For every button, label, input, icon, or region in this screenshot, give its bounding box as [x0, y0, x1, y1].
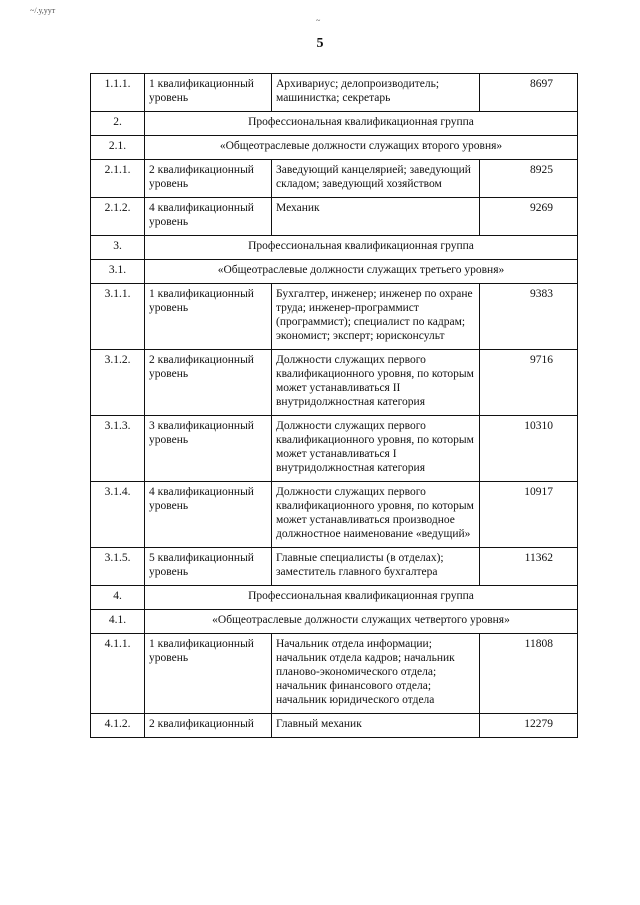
position-names: Главный механик: [272, 714, 480, 738]
group-title: Профессиональная квалификационная группа: [145, 112, 578, 136]
group-title: Профессиональная квалификационная группа: [145, 236, 578, 260]
salary-value: 9383: [480, 284, 578, 350]
table-row: [91, 160, 578, 198]
position-names: Главные специалисты (в отделах); заместитель главного бухгалтера: [272, 548, 480, 586]
table-row: [91, 416, 578, 482]
qualification-level: 1 квалификационный уровень: [145, 634, 272, 714]
position-names: Заведующий канцелярией; заведующий складом; заведующий хозяйством: [272, 160, 480, 198]
position-names: Должности служащих первого квалификационного уровня, по которым может устанавливаться I внутридолжностная категория: [272, 416, 480, 482]
corner-mark: ~/.у,уут: [30, 6, 56, 15]
row-number: 2.: [91, 112, 145, 136]
group-title: Профессиональная квалификационная группа: [145, 586, 578, 610]
salary-table: [90, 73, 578, 738]
salary-value: 8925: [480, 160, 578, 198]
page-number: 5: [316, 36, 324, 51]
row-number: 2.1.1.: [91, 160, 145, 198]
salary-value: 11808: [480, 634, 578, 714]
table-row: [91, 350, 578, 416]
group-title: «Общеотраслевые должности служащих второго уровня»: [145, 136, 578, 160]
row-number: 3.1.: [91, 260, 145, 284]
salary-value: 9716: [480, 350, 578, 416]
group-header-row: [91, 112, 578, 136]
salary-value: 12279: [480, 714, 578, 738]
salary-value: 10917: [480, 482, 578, 548]
qualification-level: 4 квалификационный уровень: [145, 198, 272, 236]
row-number: 3.1.1.: [91, 284, 145, 350]
row-number: 3.1.5.: [91, 548, 145, 586]
row-number: 3.1.3.: [91, 416, 145, 482]
row-number: 3.1.2.: [91, 350, 145, 416]
row-number: 4.1.2.: [91, 714, 145, 738]
row-number: 3.1.4.: [91, 482, 145, 548]
group-header-row: [91, 610, 578, 634]
group-header-row: [91, 586, 578, 610]
position-names: Механик: [272, 198, 480, 236]
table-row: [91, 714, 578, 738]
salary-table-body: [91, 74, 578, 738]
qualification-level: 2 квалификационный уровень: [145, 160, 272, 198]
table-row: [91, 548, 578, 586]
qualification-level: 3 квалификационный уровень: [145, 416, 272, 482]
group-title: «Общеотраслевые должности служащих четвертого уровня»: [145, 610, 578, 634]
salary-value: 8697: [480, 74, 578, 112]
group-header-row: [91, 260, 578, 284]
row-number: 4.: [91, 586, 145, 610]
position-names: Архивариус; делопроизводитель; машинистка; секретарь: [272, 74, 480, 112]
table-row: [91, 198, 578, 236]
qualification-level: 2 квалификационный уровень: [145, 350, 272, 416]
table-row: [91, 74, 578, 112]
group-header-row: [91, 236, 578, 260]
table-row: [91, 634, 578, 714]
qualification-level: 2 квалификационный: [145, 714, 272, 738]
position-names: Начальник отдела информации; начальник отдела кадров; начальник планово-экономического отдела; начальник финансового отдела; начальник юридического отдела: [272, 634, 480, 714]
row-number: 4.1.1.: [91, 634, 145, 714]
group-header-row: [91, 136, 578, 160]
qualification-level: 1 квалификационный уровень: [145, 284, 272, 350]
salary-value: 10310: [480, 416, 578, 482]
row-number: 1.1.1.: [91, 74, 145, 112]
qualification-level: 5 квалификационный уровень: [145, 548, 272, 586]
position-names: Должности служащих первого квалификационного уровня, по которым может устанавливаться II внутридолжностная категория: [272, 350, 480, 416]
row-number: 3.: [91, 236, 145, 260]
qualification-level: 1 квалификационный уровень: [145, 74, 272, 112]
group-title: «Общеотраслевые должности служащих третьего уровня»: [145, 260, 578, 284]
row-number: 2.1.: [91, 136, 145, 160]
row-number: 2.1.2.: [91, 198, 145, 236]
salary-value: 11362: [480, 548, 578, 586]
top-mark: ~: [316, 16, 321, 25]
table-row: [91, 482, 578, 548]
position-names: Должности служащих первого квалификационного уровня, по которым может устанавливаться производное должностное наименование «ведущий»: [272, 482, 480, 548]
table-row: [91, 284, 578, 350]
salary-value: 9269: [480, 198, 578, 236]
position-names: Бухгалтер, инженер; инженер по охране труда; инженер-программист (программист); специалист по кадрам; экономист; эксперт; юрисконсульт: [272, 284, 480, 350]
row-number: 4.1.: [91, 610, 145, 634]
qualification-level: 4 квалификационный уровень: [145, 482, 272, 548]
